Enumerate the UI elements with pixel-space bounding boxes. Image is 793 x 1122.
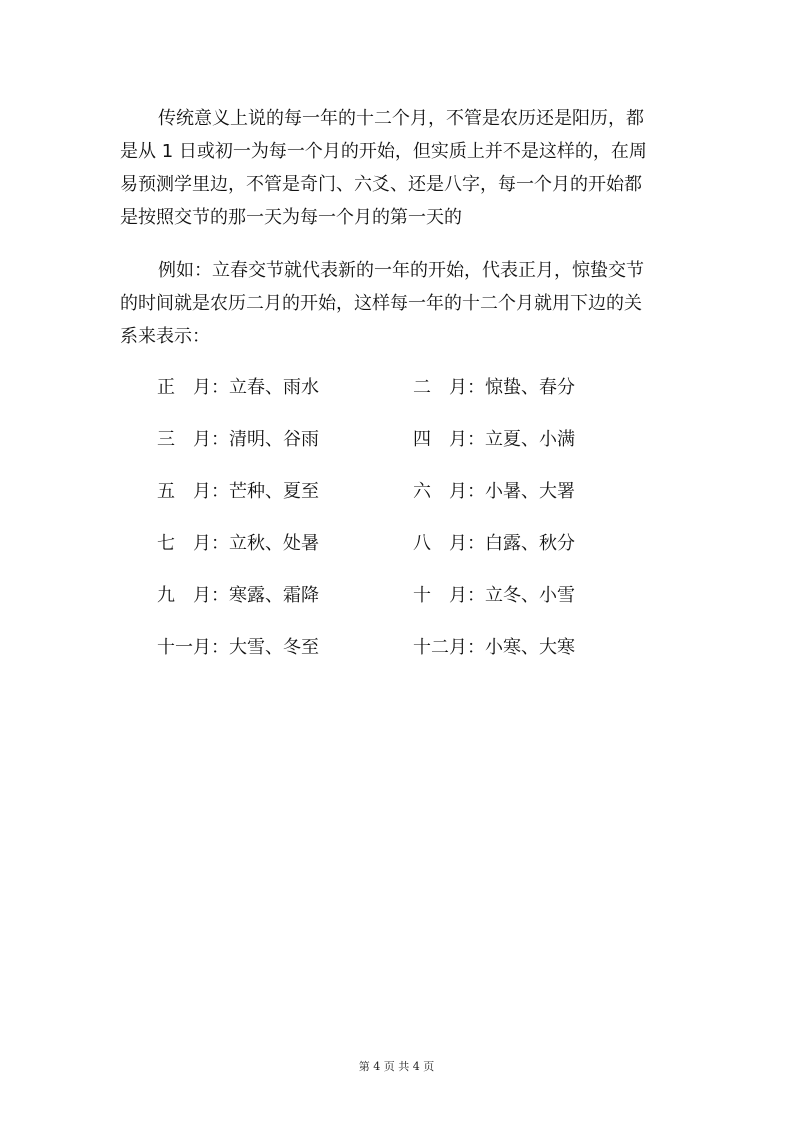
month-name: 十二月 bbox=[413, 637, 467, 658]
month-entry bbox=[157, 634, 319, 662]
month-entry bbox=[413, 634, 575, 662]
solar-terms: ：大雪、冬至 bbox=[211, 637, 319, 658]
month-entry bbox=[157, 530, 319, 558]
intro-paragraph bbox=[120, 102, 665, 234]
month-name: 三月 bbox=[157, 429, 211, 450]
month-entry bbox=[413, 478, 575, 506]
paragraph-line: 系来表示： bbox=[120, 326, 210, 347]
paragraph-line: 传统意义上说的每一年的十二个月，不管是农历还是阳历，都 bbox=[158, 108, 644, 129]
solar-terms: ：芒种、夏至 bbox=[211, 481, 319, 502]
month-entry bbox=[157, 426, 319, 454]
month-solar-term-list bbox=[157, 374, 657, 686]
page-number-footer: 第 4 页 共 4 页 bbox=[358, 1060, 435, 1073]
solar-terms: ：白露、秋分 bbox=[467, 533, 575, 554]
month-entry bbox=[413, 530, 575, 558]
month-name: 二月 bbox=[413, 377, 467, 398]
month-name: 正月 bbox=[157, 377, 211, 398]
month-row bbox=[157, 478, 657, 530]
month-name: 五月 bbox=[157, 481, 211, 502]
month-name: 十一月 bbox=[157, 637, 211, 658]
solar-terms: ：小暑、大署 bbox=[467, 481, 575, 502]
solar-terms: ：立春、雨水 bbox=[211, 377, 319, 398]
paragraph-line: 易预测学里边，不管是奇门、六爻、还是八字，每一个月的开始都 bbox=[120, 174, 642, 195]
month-entry bbox=[413, 426, 575, 454]
solar-terms: ：惊蛰、春分 bbox=[467, 377, 575, 398]
paragraph-line: 是从 1 日或初一为每一个月的开始，但实质上并不是这样的，在周 bbox=[120, 141, 647, 162]
paragraph-line: 是按照交节的那一天为每一个月的第一天的 bbox=[120, 207, 462, 228]
example-paragraph bbox=[120, 254, 665, 353]
month-entry bbox=[413, 374, 575, 402]
solar-terms: ：立冬、小雪 bbox=[467, 585, 575, 606]
month-row bbox=[157, 582, 657, 634]
month-entry bbox=[157, 374, 319, 402]
month-row bbox=[157, 426, 657, 478]
month-entry bbox=[413, 582, 575, 610]
solar-terms: ：清明、谷雨 bbox=[211, 429, 319, 450]
month-row bbox=[157, 374, 657, 426]
solar-terms: ：寒露、霜降 bbox=[211, 585, 319, 606]
month-entry bbox=[157, 582, 319, 610]
month-name: 六月 bbox=[413, 481, 467, 502]
solar-terms: ：立秋、处暑 bbox=[211, 533, 319, 554]
month-row bbox=[157, 634, 657, 686]
month-entry bbox=[157, 478, 319, 506]
month-name: 四月 bbox=[413, 429, 467, 450]
solar-terms: ：小寒、大寒 bbox=[467, 637, 575, 658]
month-name: 十月 bbox=[413, 585, 467, 606]
solar-terms: ：立夏、小满 bbox=[467, 429, 575, 450]
month-name: 七月 bbox=[157, 533, 211, 554]
month-name: 八月 bbox=[413, 533, 467, 554]
month-name: 九月 bbox=[157, 585, 211, 606]
paragraph-line: 例如：立春交节就代表新的一年的开始，代表正月，惊蛰交节 bbox=[158, 260, 644, 281]
paragraph-line: 的时间就是农历二月的开始，这样每一年的十二个月就用下边的关 bbox=[120, 293, 642, 314]
month-row bbox=[157, 530, 657, 582]
